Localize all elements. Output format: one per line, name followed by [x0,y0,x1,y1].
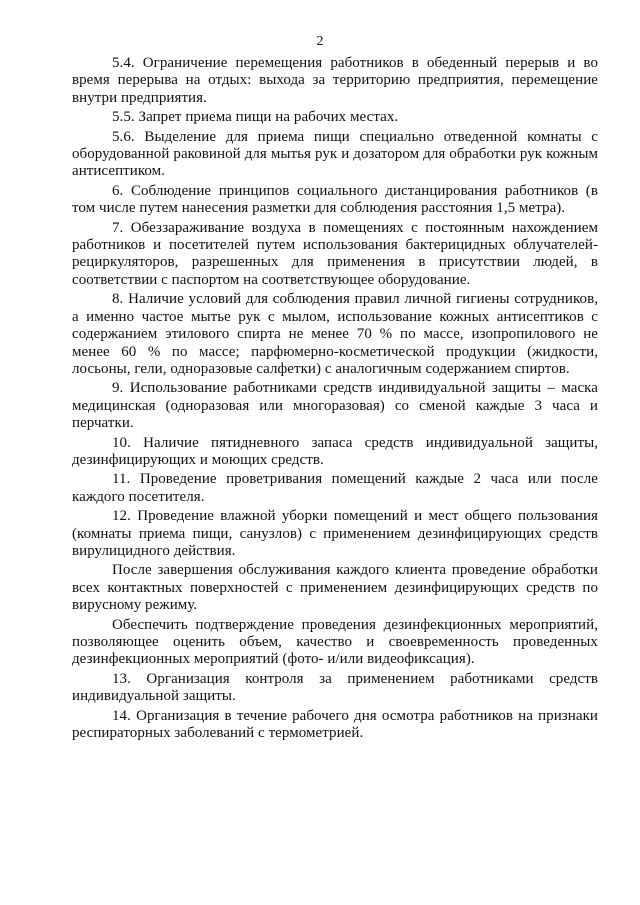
paragraph-8: 8. Наличие условий для соблюдения правил личной гигиены сотрудников, а именно частое мытье рук с мылом, использование кожных антисептиков с содержанием этилового спирта не менее 70 % по массе, изопропилового не менее 60 % по массе; парфюмерно-косметической продукции (жидкости, лосьоны, гели, одноразовые салфетки) с аналогичным содержанием спиртов. [72,291,598,377]
paragraph-12: 12. Проведение влажной уборки помещений и мест общего пользования (комнаты приема пищи, санузлов) с применением дезинфицирующих средств вирулицидного действия. [72,508,598,559]
paragraph-5-4: 5.4. Ограничение перемещения работников в обеденный перерыв и во время перерыва на отдых: выхода за территорию предприятия, перемещение внутри предприятия. [72,55,598,106]
paragraph-after-service: После завершения обслуживания каждого клиента проведение обработки всех контактных поверхностей с применением дезинфицирующих средств по вирусному режиму. [72,562,598,614]
paragraph-7: 7. Обеззараживание воздуха в помещениях с постоянным нахождением работников и посетителей путем использования бактерицидных облучателей-рециркуляторов, разрешенных для применения в присутствии людей, в соответствии с паспортом на соответствующее оборудование. [72,219,598,288]
page-number: 2 [316,34,324,49]
paragraph-6: 6. Соблюдение принципов социального дистанцирования работников (в том числе путем нанесения разметки для соблюдения расстояния 1,5 метра). [72,182,598,217]
paragraph-13: 13. Организация контроля за применением работниками средств индивидуальной защиты. [72,670,598,705]
paragraph-5-6: 5.6. Выделение для приема пищи специально отведенной комнаты с оборудованной раковиной для мытья рук и дозатором для обработки рук кожным антисептиком. [72,128,598,180]
paragraph-14: 14. Организация в течение рабочего дня осмотра работников на признаки респираторных заболеваний с термометрией. [72,707,598,742]
document-body [72,55,598,744]
paragraph-9: 9. Использование работниками средств индивидуальной защиты – маска медицинская (одноразовая или многоразовая) со сменой каждые 3 часа и перчатки. [72,380,598,432]
paragraph-5-5: 5.5. Запрет приема пищи на рабочих местах. [112,109,399,126]
paragraph-10: 10. Наличие пятидневного запаса средств индивидуальной защиты, дезинфицирующих и моющих средств. [72,434,598,468]
paragraph-confirmation: Обеспечить подтверждение проведения дезинфекционных мероприятий, позволяющее оценить объем, качество и своевременность проведенных дезинфекционных мероприятий (фото- и/или видеофиксация). [72,616,598,668]
paragraph-11: 11. Проведение проветривания помещений каждые 2 часа или после каждого посетителя. [72,471,598,505]
